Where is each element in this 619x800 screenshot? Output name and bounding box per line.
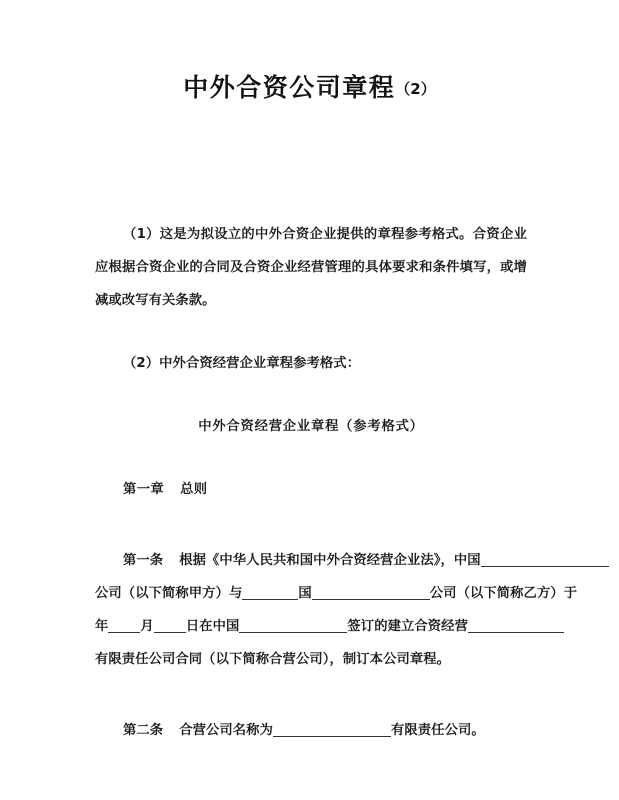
spacer — [95, 380, 527, 410]
article-1-line-1 — [95, 544, 527, 577]
chapter-heading-1 — [95, 473, 527, 506]
article-2-segment-2: 有限责任公司。 — [390, 723, 485, 738]
blank-sign-month[interactable] — [154, 618, 186, 633]
chapter-name: 总则 — [180, 482, 208, 497]
article-2-line-1 — [95, 714, 527, 747]
article-1-segment-3: 国 — [298, 586, 312, 601]
article-1-segment-4: 公司（以下简称乙方）于 — [429, 586, 578, 601]
article-1-segment-5: 年 — [95, 619, 109, 634]
blank-jv-company-name[interactable] — [468, 618, 564, 633]
blank-sign-year[interactable] — [108, 618, 140, 633]
document-subtitle: 中外合资经营企业章程（参考格式） — [198, 419, 424, 434]
article-1-line-2 — [95, 577, 578, 610]
page-title-main: 中外合资公司章程 — [183, 73, 396, 102]
paragraph-1: （1）这是为拟设立的中外合资企业提供的章程参考格式。合资企业应根据合资企业的合同及合资企业经营管理的具体要求和条件填写，或增减或改写有关条款。 — [95, 227, 527, 308]
document-body — [95, 218, 578, 747]
article-2-number: 第二条 — [123, 723, 164, 738]
paragraph-2: （2）中外合资经营企业章程参考格式： — [123, 356, 361, 371]
article-1-segment-6: 月 — [140, 619, 154, 634]
article-1-segment-7: 日在中国 — [185, 619, 240, 634]
page-title — [0, 68, 619, 104]
article-1-segment-8: 签订的建立合资经营 — [347, 619, 468, 634]
blank-sign-place[interactable] — [239, 618, 347, 633]
article-1-number: 第一条 — [123, 553, 164, 568]
article-1-line-3 — [95, 610, 527, 643]
article-2-segment-1: 合营公司名称为 — [179, 723, 273, 738]
spacer — [95, 506, 527, 544]
blank-party-a-name[interactable] — [481, 552, 609, 567]
blank-party-b-country[interactable] — [242, 585, 298, 600]
page-title-suffix: （2） — [395, 80, 436, 98]
spacer — [95, 443, 527, 473]
spacer — [95, 317, 527, 347]
article-1-segment-9: 有限责任公司合同（以下简称合营公司），制订本公司章程。 — [95, 652, 451, 667]
blank-company-name[interactable] — [273, 722, 391, 737]
blank-party-b-name[interactable] — [312, 585, 430, 600]
article-1-line-4 — [95, 643, 527, 676]
spacer — [95, 676, 527, 714]
article-1-segment-2: 公司（以下简称甲方）与 — [95, 586, 243, 601]
article-1-segment-1: 根据《中华人民共和国中外合资经营企业法》，中国 — [179, 553, 481, 568]
chapter-number: 第一章 — [123, 482, 165, 497]
